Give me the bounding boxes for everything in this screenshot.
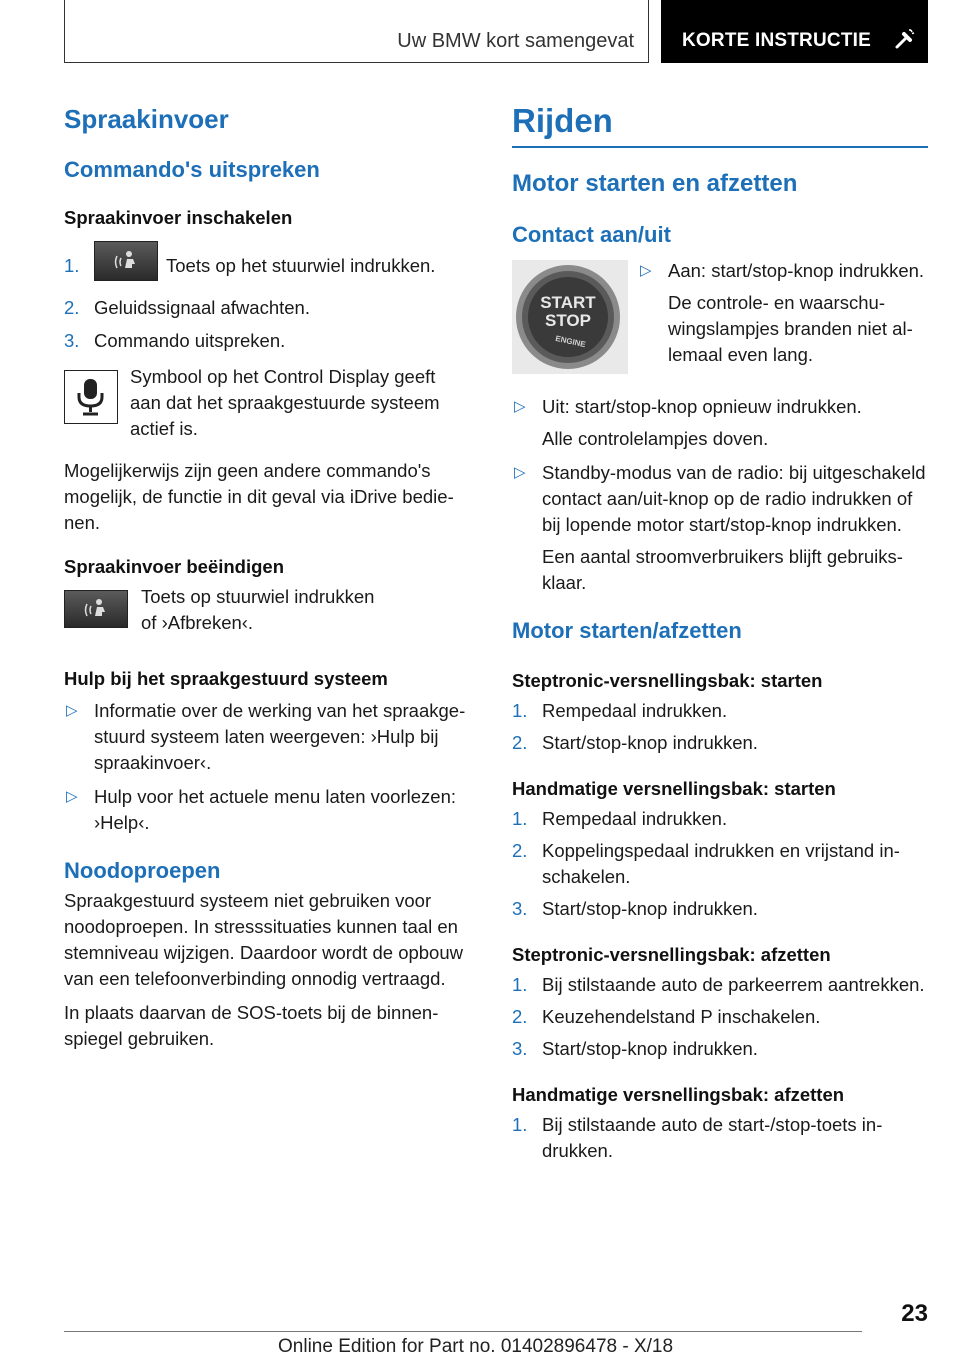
- help-item: [64, 784, 478, 836]
- section-step: [512, 896, 928, 922]
- possibly-note: Mogelijkerwijs zijn geen andere commando's mogelijk, de functie in dit geval via iDrive bedienen.: [64, 460, 454, 533]
- standby-item: [512, 460, 928, 596]
- section-heading: Handmatige versnellingsbak: starten: [512, 778, 836, 799]
- voice-button-icon: [94, 241, 158, 281]
- step-text: Bij stilstaande auto de parkeerrem aantrekken.: [542, 974, 925, 995]
- section-step: [512, 1036, 928, 1062]
- enable-steps: [64, 241, 478, 354]
- section-step: [512, 1112, 928, 1164]
- step-num: 2.: [512, 1006, 528, 1027]
- step-num: 3.: [64, 330, 80, 351]
- step-text: Start/stop-knop indrukken.: [542, 1038, 758, 1059]
- step-num: 1.: [64, 255, 80, 276]
- section-steps: [512, 698, 928, 756]
- start-label: START: [540, 293, 596, 312]
- driving-title: Rijden: [512, 102, 928, 148]
- motor-heading: Motor starten/afzetten: [512, 618, 742, 643]
- step-num: 2.: [512, 840, 528, 861]
- contact-on-note: De controle- en waarschuwingslampjes branden niet allemaal even lang.: [668, 292, 913, 365]
- step-text: Rempedaal indrukken.: [542, 808, 728, 829]
- end-text-1: Toets op stuurwiel indrukken: [141, 586, 375, 607]
- contact-heading: Contact aan/uit: [512, 222, 671, 247]
- section-step: [512, 972, 928, 998]
- emergency-text-2: In plaats daarvan de SOS-toets bij de binnenspiegel gebruiken.: [64, 1002, 439, 1049]
- stop-label: STOP: [545, 311, 591, 330]
- triangle-bullet-icon: ▷: [514, 464, 526, 481]
- section-step: [512, 838, 928, 890]
- end-block: [64, 586, 478, 644]
- section-step: [512, 1004, 928, 1030]
- triangle-bullet-icon: ▷: [514, 398, 526, 415]
- section-step: [512, 730, 928, 756]
- speech-subtitle: Commando's uitspreken: [64, 157, 320, 182]
- step-text: Start/stop-knop indrukken.: [542, 898, 758, 919]
- step-num: 3.: [512, 1038, 528, 1059]
- step-num: 1.: [512, 1114, 528, 1135]
- step-text: Rempedaal indrukken.: [542, 700, 728, 721]
- left-column: [64, 98, 478, 1052]
- step-1: [64, 241, 478, 283]
- footer-edition: [278, 1336, 673, 1358]
- symbol-note-block: [64, 364, 478, 444]
- step-2: [64, 295, 478, 321]
- section-heading: Steptronic-versnellingsbak: afzetten: [512, 944, 831, 965]
- contact-off-item: [512, 394, 928, 452]
- contact-on-block: [512, 258, 928, 394]
- section-heading: Handmatige versnellingsbak: afzetten: [512, 1084, 845, 1105]
- step-text: Bij stilstaande auto de start-/stop-toets indrukken.: [542, 1114, 883, 1161]
- step-3: [64, 328, 478, 354]
- help-item: [64, 698, 478, 776]
- right-column: [512, 98, 928, 1164]
- header-section-box: [64, 0, 649, 63]
- header-section-label: Uw BMW kort samengevat: [397, 30, 634, 52]
- help-heading: Hulp bij het spraakgestuurd systeem: [64, 668, 388, 689]
- contact-off-text: Uit: start/stop-knop opnieuw indrukken.: [542, 396, 862, 417]
- end-text-2: of ›Afbreken‹.: [141, 612, 254, 633]
- engine-subtitle: Motor starten en afzetten: [512, 170, 798, 197]
- step-num: 1.: [512, 808, 528, 829]
- step-num: 3.: [512, 898, 528, 919]
- section-steps: [512, 806, 928, 922]
- start-stop-button-image: [512, 260, 628, 374]
- engine-label: ENGINE: [554, 333, 587, 350]
- step-num: 1.: [512, 700, 528, 721]
- contact-on-text: Aan: start/stop-knop indrukken.: [668, 260, 925, 281]
- triangle-bullet-icon: ▷: [66, 788, 78, 805]
- step-text: Start/stop-knop indrukken.: [542, 732, 758, 753]
- header-chapter-box: [661, 0, 928, 63]
- step-text: Keuzehendelstand P inschakelen.: [542, 1006, 821, 1027]
- step-num: 2.: [64, 297, 80, 318]
- step-text: Commando uitspreken.: [94, 330, 286, 351]
- header-chapter-label: KORTE INSTRUCTIE: [682, 30, 871, 51]
- section-step: [512, 698, 928, 724]
- section-steps: [512, 1112, 928, 1164]
- help-list: [64, 698, 478, 836]
- footer-edition-text: Online Edition for Part no. 01402896478 - X/18: [278, 1336, 674, 1357]
- section-steps: [512, 972, 928, 1062]
- section-step: [512, 806, 928, 832]
- standby-text: Standby-modus van de radio: bij uitgeschakeld contact aan/uit-knop op de radio indrukken of bij lopende motor start/stop-knop indrukken.: [542, 462, 926, 535]
- standby-note: Een aantal stroomverbruikers blijft gebruiksklaar.: [542, 546, 903, 593]
- help-item-text: Informatie over de werking van het spraakgestuurd systeem laten weergeven: ›Hulp bij spraakinvoer‹.: [94, 700, 466, 773]
- emergency-text-1: Spraakgestuurd systeem niet gebruiken voor noodoproepen. In stresssituaties kunnen taal en stemniveau wijzigen. Daardoor wordt de opbouw van een telefoonverbinding onnodig vertraagd.: [64, 890, 463, 989]
- voice-button-icon: [64, 590, 128, 628]
- triangle-bullet-icon: ▷: [640, 262, 652, 279]
- step-text: Geluidssignaal afwachten.: [94, 297, 310, 318]
- page-number: 23: [901, 1300, 928, 1327]
- footer-divider: [64, 1331, 862, 1332]
- help-item-text: Hulp voor het actuele menu laten voorlezen: ›Help‹.: [94, 786, 456, 833]
- contact-off-note: Alle controlelampjes doven.: [542, 428, 769, 449]
- symbol-note: Symbool op het Control Display geeft aan dat het spraakgestuurde systeem actief is.: [130, 366, 440, 439]
- microphone-symbol-icon: [64, 370, 118, 424]
- triangle-bullet-icon: ▷: [66, 702, 78, 719]
- enable-heading: Spraakinvoer inschakelen: [64, 207, 293, 228]
- step-text: Toets op het stuurwiel indrukken.: [166, 255, 436, 276]
- contact-on-item: [638, 258, 928, 368]
- section-heading: Steptronic-versnellingsbak: starten: [512, 670, 823, 691]
- end-heading: Spraakinvoer beëindigen: [64, 556, 285, 577]
- step-text: Koppelingspedaal indrukken en vrijstand inschakelen.: [542, 840, 900, 887]
- wrench-star-icon: [894, 28, 916, 50]
- step-num: 2.: [512, 732, 528, 753]
- step-num: 1.: [512, 974, 528, 995]
- speech-title: Spraakinvoer: [64, 104, 229, 134]
- emergency-heading: Noodoproepen: [64, 858, 221, 883]
